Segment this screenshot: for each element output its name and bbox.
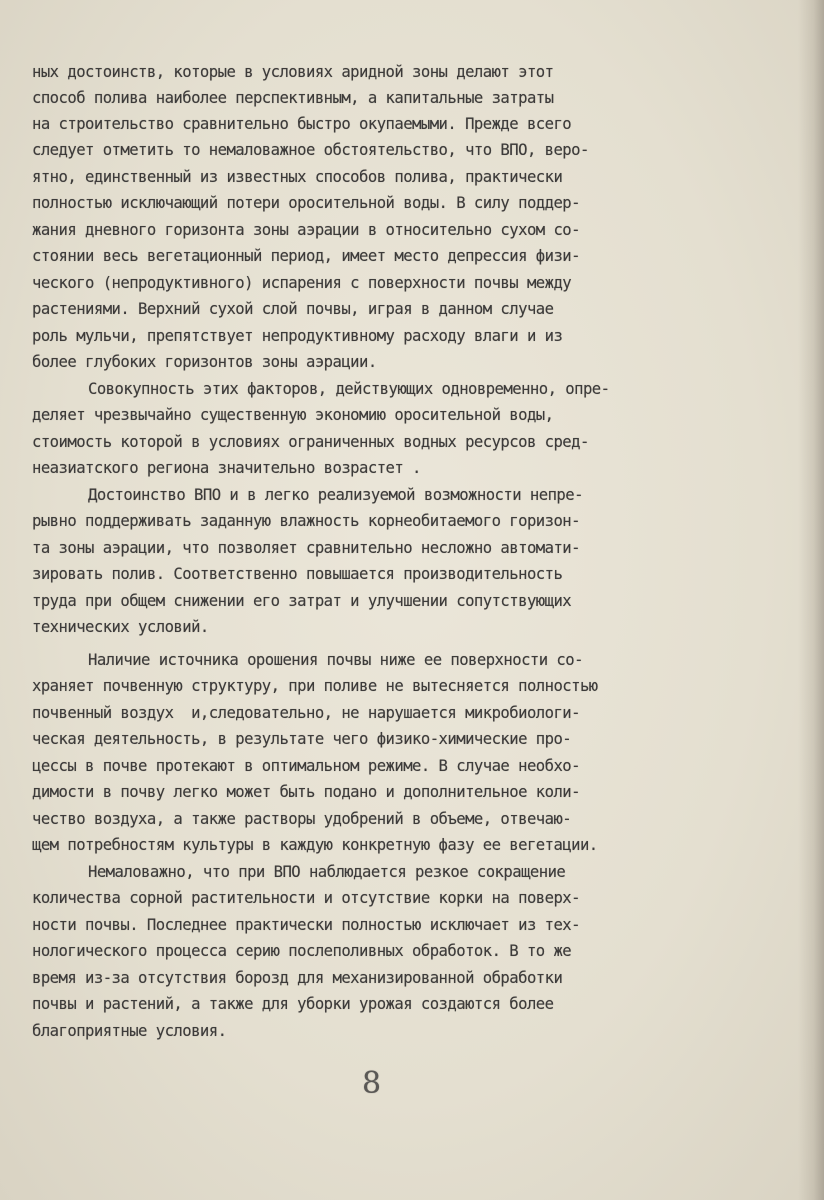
text-line-22: технических условий. xyxy=(32,618,209,636)
text-line-31: Немаловажно, что при ВПО наблюдается резкое сокращение xyxy=(88,863,566,881)
text-line-35: время из-за отсутствия борозд для механизированной обработки xyxy=(32,969,563,987)
text-line-15: стоимость которой в условиях ограниченных водных ресурсов сред- xyxy=(32,433,589,451)
text-line-6: полностью исключающий потери оросительной воды. В силу поддер- xyxy=(32,194,580,212)
text-line-26: ческая деятельность, в результате чего физико-химические про- xyxy=(32,730,572,748)
text-line-14: деляет чрезвычайно существенную экономию оросительной воды, xyxy=(32,406,554,424)
text-line-5: ятно, единственный из известных способов полива, практически xyxy=(32,168,563,186)
page-number: 8 xyxy=(362,1066,382,1101)
text-line-16: неазиатского региона значительно возрастет . xyxy=(32,459,421,477)
text-line-25: почвенный воздух и,следовательно, не нарушается микробиологи- xyxy=(32,704,580,722)
text-line-21: труда при общем снижении его затрат и улучшении сопутствующих xyxy=(32,592,572,610)
text-line-2: способ полива наиболее перспективным, а капитальные затраты xyxy=(32,89,554,107)
text-line-27: цессы в почве протекают в оптимальном режиме. В случае необхо- xyxy=(32,757,580,775)
text-line-17: Достоинство ВПО и в легко реализуемой возможности непре- xyxy=(88,486,583,504)
text-line-10: растениями. Верхний сухой слой почвы, играя в данном случае xyxy=(32,300,554,318)
text-line-30: щем потребностям культуры в каждую конкретную фазу ее вегетации. xyxy=(32,836,598,854)
text-line-32: количества сорной растительности и отсутствие корки на поверх- xyxy=(32,889,580,907)
text-line-11: роль мульчи, препятствует непродуктивному расходу влаги и из xyxy=(32,327,563,345)
text-line-34: нологического процесса серию послеполивных обработок. В то же xyxy=(32,942,572,960)
text-line-37: благоприятные условия. xyxy=(32,1022,227,1040)
text-line-9: ческого (непродуктивного) испарения с поверхности почвы между xyxy=(32,274,572,292)
text-line-19: та зоны аэрации, что позволяет сравнительно несложно автомати- xyxy=(32,539,580,557)
text-line-8: стоянии весь вегетационный период, имеет место депрессия физи- xyxy=(32,247,580,265)
text-line-12: более глубоких горизонтов зоны аэрации. xyxy=(32,353,377,371)
text-line-33: ности почвы. Последнее практически полностью исключает из тех- xyxy=(32,916,580,934)
text-line-13: Совокупность этих факторов, действующих одновременно, опре- xyxy=(88,380,610,398)
text-line-18: рывно поддерживать заданную влажность корнеобитаемого горизон- xyxy=(32,512,580,530)
text-line-1: ных достоинств, которые в условиях аридной зоны делают этот xyxy=(32,63,554,81)
text-line-3: на строительство сравнительно быстро окупаемыми. Прежде всего xyxy=(32,115,572,133)
text-line-28: димости в почву легко может быть подано и дополнительное коли- xyxy=(32,783,580,801)
text-line-4: следует отметить то немаловажное обстоятельство, что ВПО, веро- xyxy=(32,141,589,159)
text-line-20: зировать полив. Соответственно повышается производительность xyxy=(32,565,563,583)
text-line-23: Наличие источника орошения почвы ниже ее поверхности со- xyxy=(88,651,583,669)
text-line-7: жания дневного горизонта зоны аэрации в относительно сухом со- xyxy=(32,221,580,239)
text-line-29: чество воздуха, а также растворы удобрений в объеме, отвечаю- xyxy=(32,810,572,828)
text-line-36: почвы и растений, а также для уборки урожая создаются более xyxy=(32,995,554,1013)
text-line-24: храняет почвенную структуру, при поливе не вытесняется полностью xyxy=(32,677,598,695)
